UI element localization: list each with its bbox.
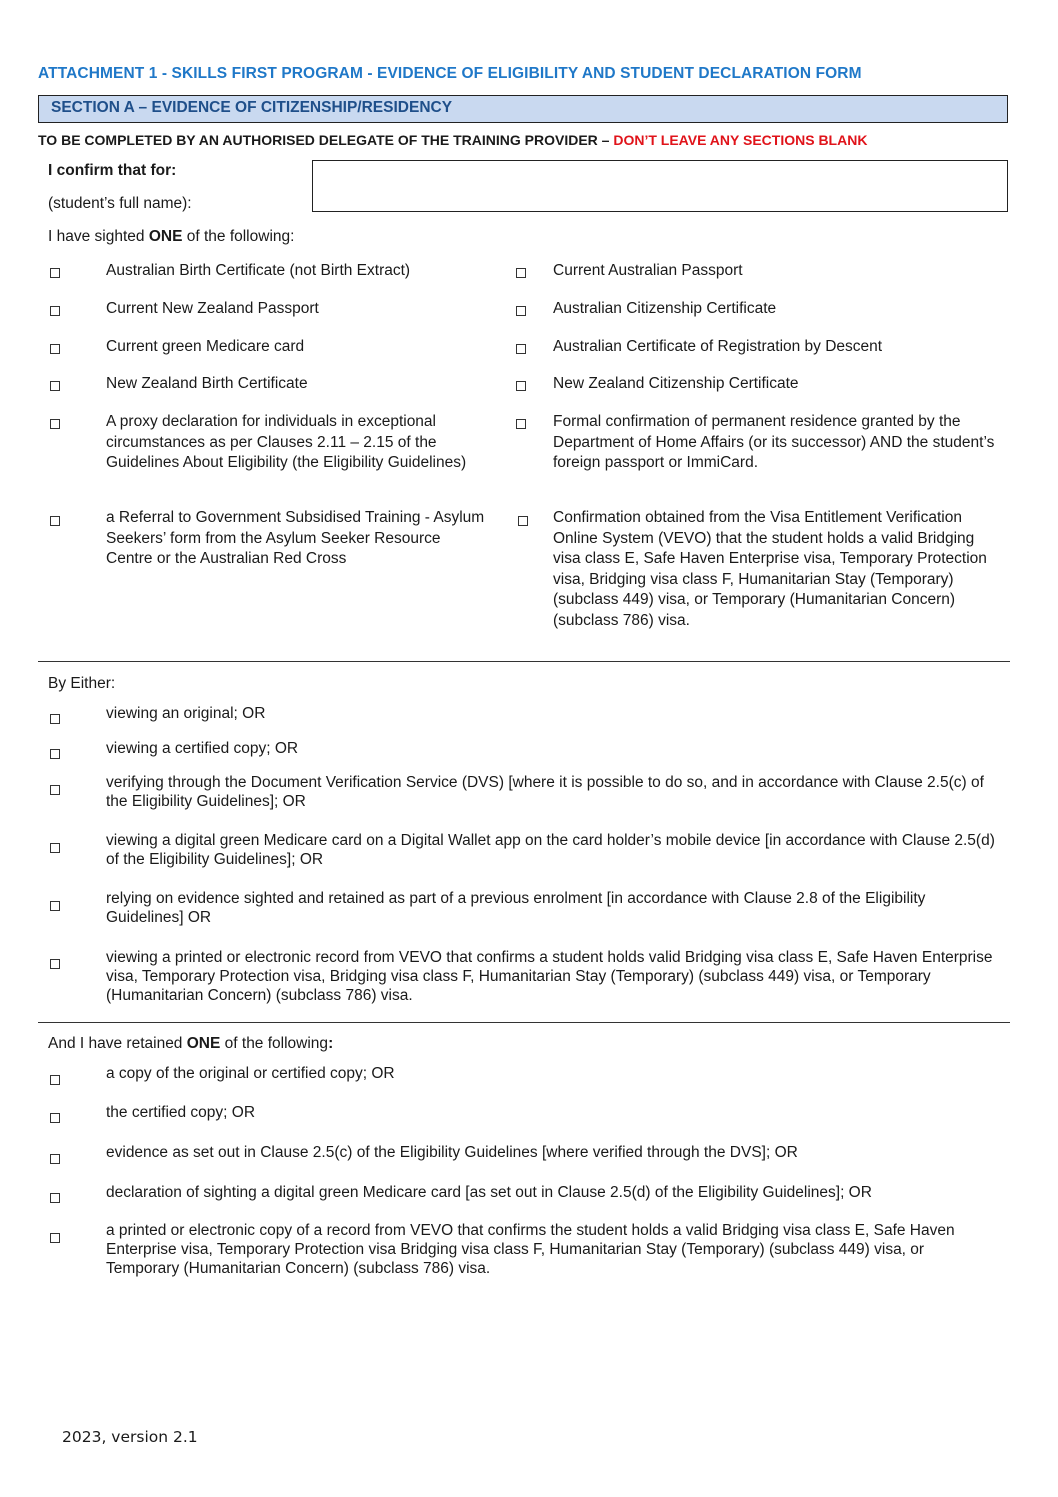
checkbox[interactable] [50, 516, 60, 526]
checkbox[interactable] [50, 419, 60, 429]
option-label: A proxy declaration for individuals in exceptional circumstances as per Clauses 2.11 – 2.15 of the Guidelines About Eligibility (the Eligibility Guidelines) [106, 413, 467, 471]
checkbox[interactable] [50, 959, 60, 969]
option-label: Australian Certificate of Registration by Descent [553, 338, 883, 355]
checkbox[interactable] [50, 1113, 60, 1123]
retained-label: the certified copy; OR [106, 1104, 256, 1121]
checkbox[interactable] [50, 1233, 60, 1243]
checkbox[interactable] [50, 1075, 60, 1085]
checkbox[interactable] [50, 268, 60, 278]
retained-label: a copy of the original or certified copy; OR [106, 1065, 395, 1082]
divider [38, 661, 1010, 662]
checkbox[interactable] [516, 344, 526, 354]
option-label: New Zealand Citizenship Certificate [553, 375, 799, 392]
retained-label: a printed or electronic copy of a record from VEVO that confirms the student holds a valid Bridging visa class E, Safe Haven Enterprise visa, Temporary Protection visa Bridging visa class F, Humanitarian Stay (Temporary) (subclass 449) visa, or Temporary (Humanitarian Concern) (subclass 786) visa. [106, 1222, 955, 1277]
checkbox[interactable] [50, 785, 60, 795]
instruction-line [38, 132, 867, 148]
checkbox[interactable] [518, 516, 528, 526]
instruction-warning: DON’T LEAVE ANY SECTIONS BLANK [613, 132, 868, 148]
sighted-intro-bold: ONE [148, 228, 183, 245]
divider [38, 1022, 1010, 1023]
option-label: Current New Zealand Passport [106, 300, 319, 317]
method-label: viewing a digital green Medicare card on a Digital Wallet app on the card holder’s mobile device [in accordance with Clause 2.5(d) of the Eligibility Guidelines]; OR [106, 832, 995, 868]
option-label: Formal confirmation of permanent residence granted by the Department of Home Affairs (or its successor) AND the student’s foreign passport or ImmiCard. [553, 413, 995, 471]
student-name-field[interactable] [312, 160, 1008, 212]
checkbox[interactable] [516, 381, 526, 391]
method-label: relying on evidence sighted and retained as part of a previous enrolment [in accordance with Clause 2.8 of the Eligibility Guidelines] OR [106, 890, 926, 926]
by-either-intro: By Either: [48, 675, 116, 692]
checkbox[interactable] [50, 1154, 60, 1164]
retained-label: evidence as set out in Clause 2.5(c) of the Eligibility Guidelines [where verified through the DVS]; OR [106, 1144, 798, 1161]
checkbox[interactable] [50, 1193, 60, 1203]
retained-intro-prefix: And I have retained [48, 1035, 187, 1052]
option-label: Australian Birth Certificate (not Birth Extract) [106, 262, 411, 279]
checkbox[interactable] [50, 306, 60, 316]
confirm-label: I confirm that for: [48, 162, 177, 179]
sighted-intro-prefix: I have sighted [48, 228, 149, 245]
option-label: a Referral to Government Subsidised Training - Asylum Seekers’ form from the Asylum Seeker Resource Centre or the Australian Red Cross [106, 509, 485, 567]
option-label: Confirmation obtained from the Visa Entitlement Verification Online System (VEVO) that the student holds a valid Bridging visa class E, Safe Haven Enterprise visa, Temporary Protection visa, Bridging visa class F, Humanitarian Stay (Temporary) (subclass 449) visa, or Temporary (Humanitarian Concern) (subclass 786) visa. [553, 509, 987, 629]
instruction-text: TO BE COMPLETED BY AN AUTHORISED DELEGATE OF THE TRAINING PROVIDER – [38, 132, 614, 148]
method-label: verifying through the Document Verification Service (DVS) [where it is possible to do so, and in accordance with Clause 2.5(c) of the Eligibility Guidelines]; OR [106, 774, 984, 810]
checkbox[interactable] [50, 749, 60, 759]
method-label: viewing a certified copy; OR [106, 740, 299, 757]
sighted-intro [48, 228, 294, 246]
option-label: New Zealand Birth Certificate [106, 375, 308, 392]
checkbox[interactable] [516, 268, 526, 278]
retained-intro-bold: ONE [186, 1035, 221, 1052]
checkbox[interactable] [516, 419, 526, 429]
footer-version: 2023, version 2.1 [62, 1428, 198, 1446]
section-header-bar [38, 95, 1008, 123]
method-label: viewing an original; OR [106, 705, 266, 722]
option-label: Current green Medicare card [106, 338, 305, 355]
retained-intro [48, 1035, 333, 1053]
retained-intro-colon: : [328, 1035, 334, 1052]
attachment-title: ATTACHMENT 1 - SKILLS FIRST PROGRAM - EVIDENCE OF ELIGIBILITY AND STUDENT DECLARATION FORM [38, 65, 862, 82]
checkbox[interactable] [50, 381, 60, 391]
section-title: SECTION A – EVIDENCE OF CITIZENSHIP/RESIDENCY [51, 99, 453, 116]
checkbox[interactable] [516, 306, 526, 316]
checkbox[interactable] [50, 901, 60, 911]
option-label: Australian Citizenship Certificate [553, 300, 777, 317]
checkbox[interactable] [50, 714, 60, 724]
checkbox[interactable] [50, 344, 60, 354]
student-name-label: (student’s full name): [48, 195, 192, 212]
option-label: Current Australian Passport [553, 262, 743, 279]
retained-label: declaration of sighting a digital green Medicare card [as set out in Clause 2.5(d) of the Eligibility Guidelines]; OR [106, 1184, 872, 1201]
method-label: viewing a printed or electronic record from VEVO that confirms a student holds valid Bridging visa class E, Safe Haven Enterprise visa, Temporary Protection visa, Bridging visa class F, Humanitarian Stay (Temporary) (subclass 449) visa, or Temporary (Humanitarian Concern) (subclass 786) visa. [106, 949, 993, 1004]
sighted-intro-suffix: of the following: [182, 228, 295, 245]
checkbox[interactable] [50, 843, 60, 853]
retained-intro-suffix: of the following [220, 1035, 329, 1052]
